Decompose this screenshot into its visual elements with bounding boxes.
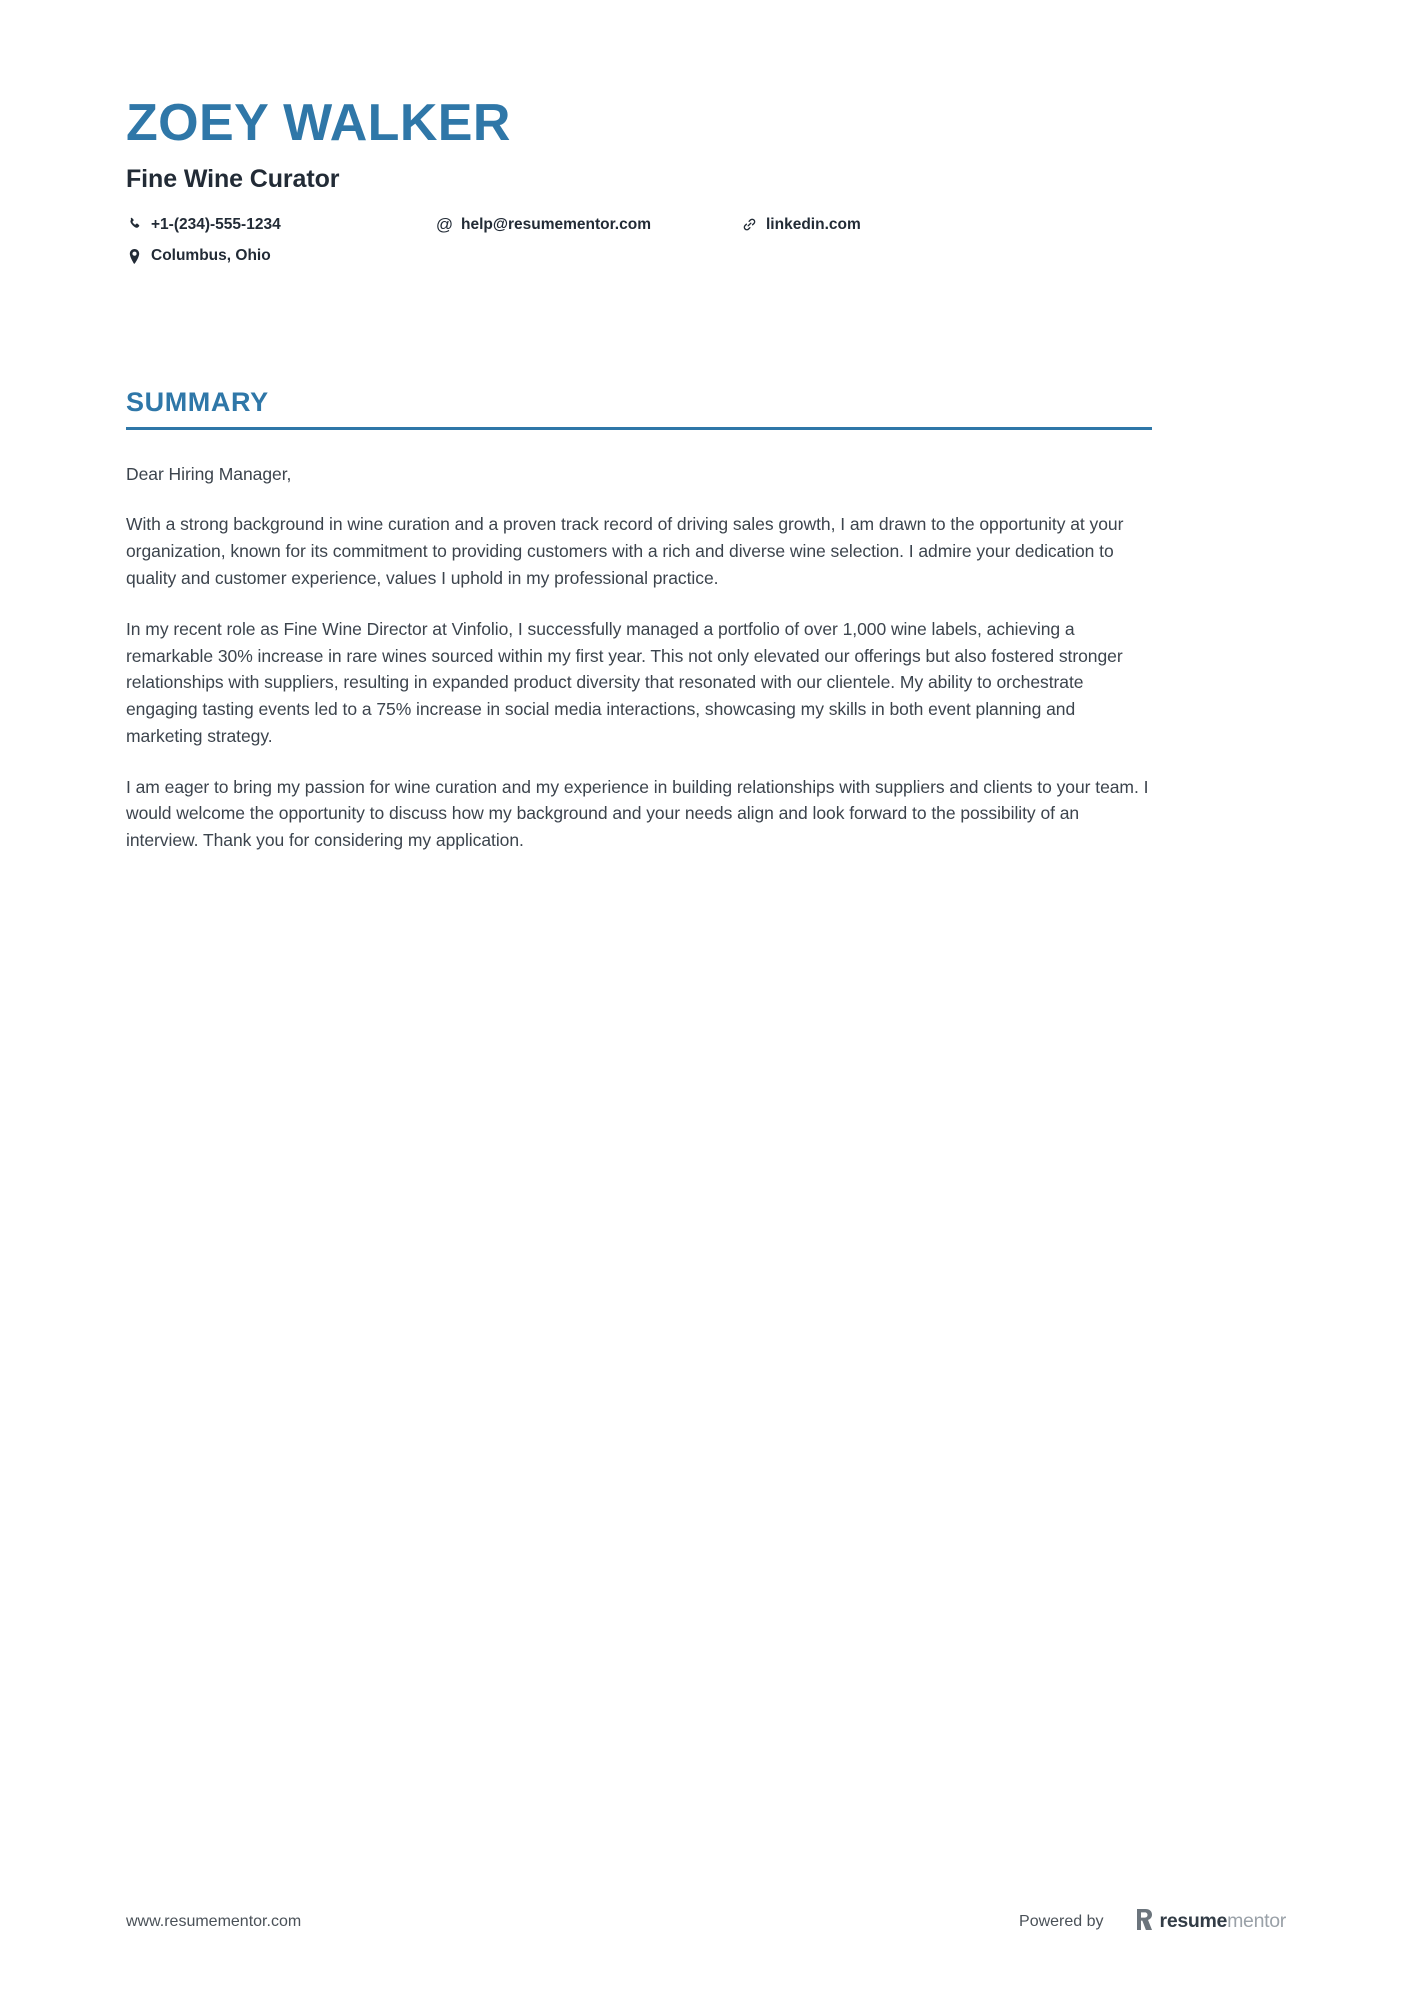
- resume-header: [126, 96, 1286, 267]
- resumementor-wordmark: [1160, 1912, 1286, 1932]
- contact-phone[interactable]: [126, 214, 436, 236]
- contact-details: [126, 214, 1086, 267]
- brand-name-bold: resume: [1159, 1910, 1228, 1933]
- contact-location-value: Columbus, Ohio: [151, 247, 271, 265]
- contact-phone-value: +1-(234)-555-1234: [151, 215, 281, 233]
- summary-section: [126, 388, 1286, 854]
- footer-content: [126, 1909, 1286, 1935]
- page-sheet: [126, 0, 1286, 1995]
- resumementor-mark-icon: [1136, 1909, 1153, 1935]
- page-footer: [126, 1835, 1286, 1995]
- letter-paragraph-2: In my recent role as Fine Wine Director at Vinfolio, I successfully managed a portfolio of over 1,000 wine labels, achieving a remarkable 30% increase in rare wines sourced within my first year. This not only elevated our offerings but also fostered stronger relationships with suppliers, resulting in expanded product diversity that resonated with our clientele. My ability to orchestrate engaging tasting events led to a 75% increase in social media interactions, showcasing my skills in both event planning and marketing strategy.: [126, 618, 1123, 746]
- contact-location: [126, 245, 436, 267]
- cover-letter-body: [126, 461, 1152, 854]
- letter-paragraph-3: I am eager to bring my passion for wine curation and my experience in building relationships with suppliers and clients to your team. I would welcome the opportunity to discuss how my background and your needs align and look forward to the possibility of an interview. Thank you for considering my application.: [126, 776, 1149, 851]
- contact-linkedin[interactable]: [741, 214, 1041, 236]
- contact-linkedin-value: linkedin.com: [766, 215, 861, 233]
- letter-salutation: Dear Hiring Manager,: [126, 463, 292, 484]
- contact-row-primary: [126, 214, 1086, 236]
- section-divider: [126, 427, 1152, 430]
- powered-by-block: [1019, 1909, 1286, 1935]
- brand-name-light: mentor: [1227, 1910, 1286, 1933]
- powered-by-label: Powered by: [1019, 1913, 1104, 1930]
- resumementor-logo[interactable]: [1136, 1909, 1286, 1935]
- candidate-name: ZOEY WALKER: [126, 94, 511, 152]
- contact-email[interactable]: [436, 214, 741, 236]
- at-icon: @: [435, 214, 454, 234]
- footer-website-link[interactable]: www.resumementor.com: [126, 1913, 302, 1930]
- contact-email-value: help@resumementor.com: [461, 215, 651, 233]
- letter-paragraph-1: With a strong background in wine curation and a proven track record of driving sales growth, I am drawn to the opportunity at your organization, known for its commitment to providing customers with a rich and diverse wine selection. I admire your dedication to quality and customer experience, values I uphold in my professional practice.: [126, 514, 1124, 588]
- location-icon: [126, 248, 143, 265]
- candidate-job-title: Fine Wine Curator: [126, 164, 340, 193]
- contact-row-secondary: [126, 245, 1086, 267]
- link-icon: [741, 216, 758, 233]
- phone-icon: [126, 216, 143, 233]
- section-title-summary: SUMMARY: [126, 387, 269, 417]
